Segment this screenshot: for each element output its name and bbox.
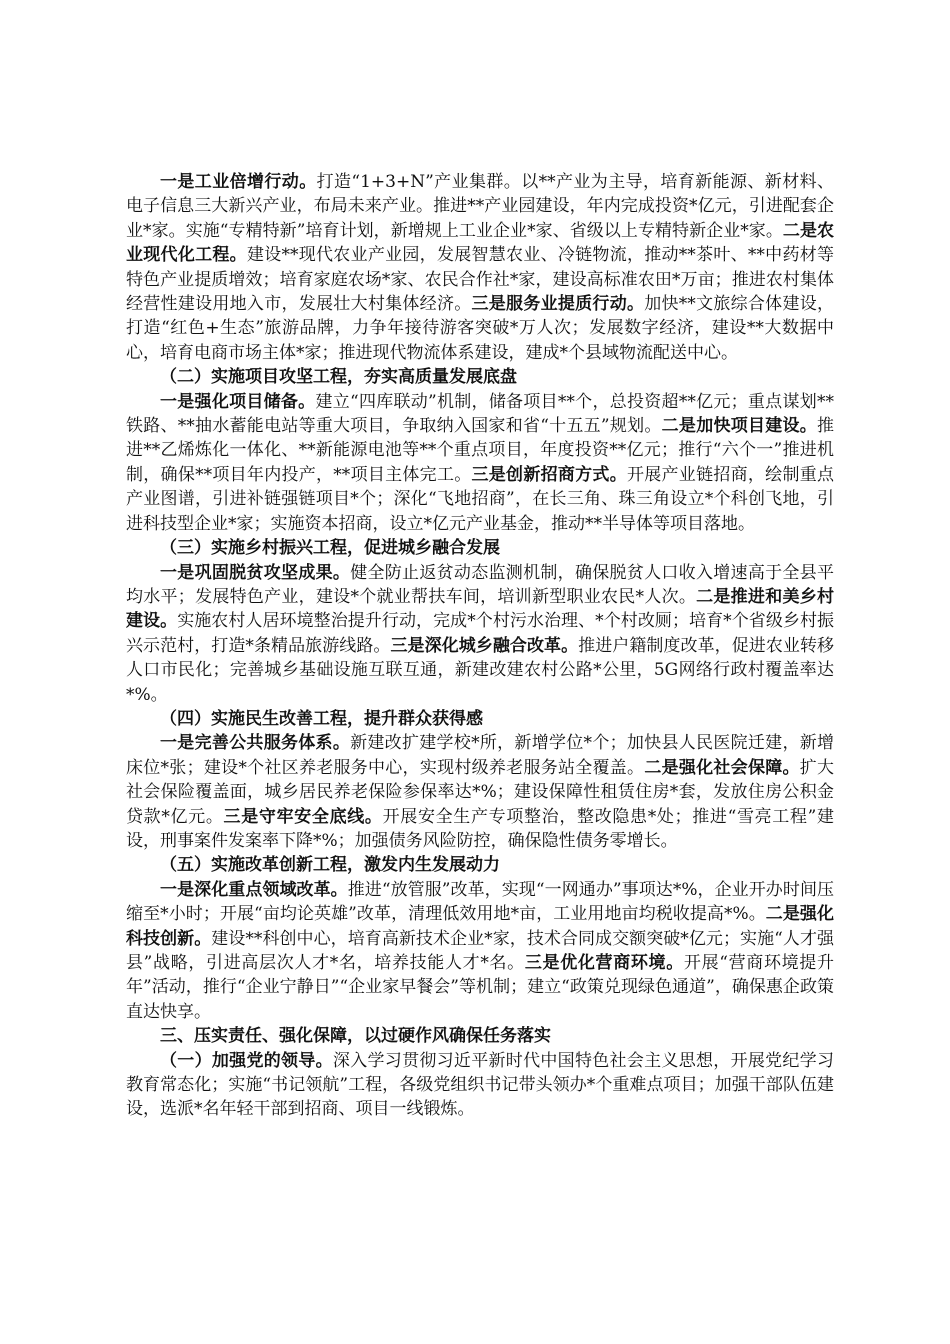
paragraph-text: 开展安全生产专项整治，整改隐患*处；推进“雪亮工程”建设，刑事案件发案率下降*%；加强债务风险防控，确保隐性债务零增长。 (126, 806, 834, 851)
bold-lead-phrase: 二是强化社会保障。 (644, 757, 800, 778)
paragraph (126, 561, 834, 707)
bold-lead-phrase: 一是完善公共服务体系。 (160, 733, 351, 754)
paragraph-text: 打造“1+3+N”产业集群。以**产业为主导，培育新能源、新材料、电子信息三大新兴产业，布局未来产业。推进**产业园建设，年内完成投资*亿元，引进配套企业*家。实施“专精特新”培育计划，新增规上工业企业*家、省级以上专精特新企业*家。 (126, 172, 834, 241)
bold-lead-phrase: 一是巩固脱贫攻坚成果。 (160, 562, 351, 583)
bold-lead-phrase: 二是农业现代化工程。 (126, 220, 835, 266)
paragraph (126, 878, 834, 1024)
paragraph-text: 开展“营商环境提升年”活动，推行“企业宁静日”“企业家早餐会”等机制；建立“政策兑现绿色通道”，确保惠企政策直达快享。 (126, 953, 834, 1022)
bold-lead-phrase: 三是创新招商方式。 (471, 464, 627, 485)
paragraph-text: 健全防止返贫动态监测机制，确保脱贫人口收入增速高于全县平均水平；发展特色产业，建设*个就业帮扶车间，培训新型职业农民*人次。 (126, 562, 835, 607)
paragraph-text: 推进户籍制度改革，促进农业转移人口市民化；完善城乡基础设施互联互通，新建改建农村公路*公里，5G网络行政村覆盖率达*%。 (126, 635, 835, 705)
paragraph (126, 731, 834, 853)
paragraph (126, 390, 834, 536)
bold-lead-phrase: 一是深化重点领域改革。 (160, 879, 348, 900)
paragraph (126, 1049, 834, 1122)
bold-lead-phrase: 三是深化城乡融合改革。 (390, 635, 579, 656)
paragraph-text: 建立“四库联动”机制，储备项目**个，总投资超**亿元；重点谋划**铁路、**抽水蓄能电站等重大项目，争取纳入国家和省“十五五”规划。 (126, 391, 834, 437)
bold-lead-phrase: 三是服务业提质行动。 (471, 294, 645, 315)
paragraph-text: 深入学习贯彻习近平新时代中国特色社会主义思想，开展党纪学习教育常态化；实施“书记领航”工程，各级党组织书记带头领办*个重难点项目；加强干部队伍建设，选派*名年轻干部到招商、项目一线锻炼。 (126, 1050, 835, 1120)
paragraph-text: 建设**科创中心，培育高新技术企业*家，技术合同成交额突破*亿元；实施“人才强县”战略，引进高层次人才*名，培养技能人才*名。 (126, 928, 834, 973)
section-heading: （四）实施民生改善工程，提升群众获得感 (160, 708, 483, 729)
bold-lead-phrase: （一）加强党的领导。 (160, 1050, 333, 1071)
section-heading: （五）实施改革创新工程，激发内生发展动力 (160, 855, 500, 876)
section-heading: （二）实施项目攻坚工程，夯实高质量发展底盘 (160, 367, 517, 388)
paragraph-text: 推进“放管服”改革，实现“一网通办”事项达*%，企业开办时间压缩至*小时；开展“亩均论英雄”改革，清理低效用地*亩，工业用地亩均税收提高*%。 (126, 879, 835, 925)
paragraph-text: 开展产业链招商，绘制重点产业图谱，引进补链强链项目*个；深化“飞地招商”，在长三角、珠三角设立*个科创飞地，引进科技型企业*家；实施资本招商，设立*亿元产业基金，推动**半导体等项目落地。 (126, 464, 835, 534)
bold-lead-phrase: 二是强化科技创新。 (126, 904, 834, 949)
bold-lead-phrase: 二是推进和美乡村建设。 (126, 586, 835, 632)
paragraph-text: 加快**文旅综合体建设，打造“红色+生态”旅游品牌，力争年接待游客突破*万人次；发展数字经济，建设**大数据中心，培育电商市场主体*家；推进现代物流体系建设，建成*个县域物流配送中心。 (126, 294, 834, 363)
section-heading: （三）实施乡村振兴工程，促进城乡融合发展 (160, 538, 500, 559)
paragraph-text: 扩大社会保险覆盖面，城乡居民养老保险参保率达*%；建设保障性租赁住房*套，发放住房公积金贷款*亿元。 (126, 757, 835, 827)
paragraph-text: 新建改扩建学校*所，新增学位*个；加快县人民医院迁建，新增床位*张；建设*个社区养老服务中心，实现村级养老服务站全覆盖。 (126, 733, 835, 778)
bold-lead-phrase: 三是守牢安全底线。 (223, 806, 383, 827)
paragraph-text: 建设**现代农业产业园，发展智慧农业、冷链物流，推动**茶叶、**中药材等特色产业提质增效；培育家庭农场*家、农民合作社*家，建设高标准农田*万亩；推进农村集体经营性建设用地入市，发展壮大村集体经济。 (126, 245, 835, 315)
paragraph-text: 推进**乙烯炼化一体化、**新能源电池等**个重点项目，年度投资**亿元；推行“六个一”推进机制，确保**项目年内投产，**项目主体完工。 (126, 416, 835, 485)
bold-lead-phrase: 三是优化营商环境。 (524, 953, 684, 973)
section-heading: 三、压实责任、强化保障，以过硬作风确保任务落实 (160, 1026, 551, 1047)
bold-lead-phrase: 二是加快项目建设。 (661, 416, 818, 437)
paragraph-text: 实施农村人居环境整治提升行动，完成*个村污水治理、*个村改厕；培育*个省级乡村振兴示范村，打造*条精品旅游线路。 (126, 611, 835, 656)
bold-lead-phrase: 一是强化项目储备。 (160, 391, 316, 412)
paragraph (126, 170, 834, 365)
document-body (126, 170, 834, 1122)
bold-lead-phrase: 一是工业倍增行动。 (160, 172, 317, 192)
